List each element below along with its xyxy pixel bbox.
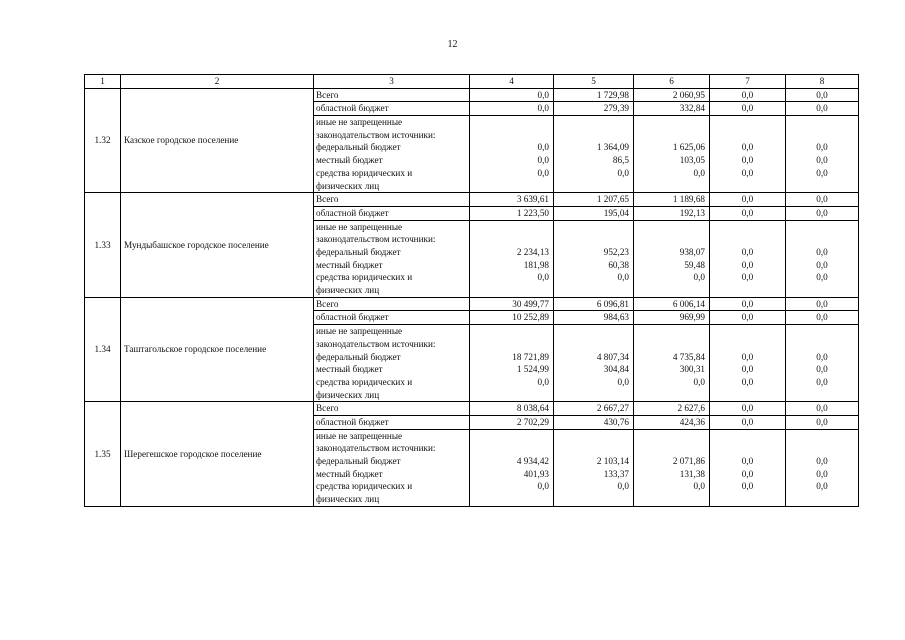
- value-line: 0,0: [816, 142, 828, 153]
- value-line: 0,0: [816, 167, 828, 178]
- value-cell: 0,0: [710, 416, 786, 430]
- value-line: [634, 233, 705, 246]
- value-line: 0,0: [741, 364, 754, 375]
- value-line: [470, 442, 549, 455]
- row-label-line: средства юридических и: [316, 167, 413, 178]
- value-cell: 0,0: [786, 416, 859, 430]
- value-line: 103,05: [679, 155, 705, 166]
- row-label-line: местный бюджет: [316, 364, 383, 375]
- value-line: [710, 325, 785, 338]
- value-line: [554, 325, 629, 338]
- value-line: 0,0: [741, 167, 754, 178]
- section-total-row: [85, 193, 859, 207]
- value-line: [786, 338, 858, 351]
- value-cell: 0,0: [786, 297, 859, 311]
- value-line: 0,0: [816, 481, 828, 492]
- value-line: [470, 430, 549, 443]
- value-line: 0,0: [816, 468, 828, 479]
- value-line: [634, 116, 705, 129]
- value-cell: 279,39: [554, 102, 634, 116]
- value-cell: 424,36: [634, 416, 710, 430]
- header-cell: 3: [314, 75, 470, 89]
- row-label: областной бюджет: [314, 311, 470, 325]
- value-line: 60,38: [608, 259, 629, 270]
- value-cell-block: [634, 325, 710, 402]
- value-line: 0,0: [816, 247, 828, 258]
- row-label-block: [314, 325, 470, 402]
- value-line: 2 234,13: [516, 247, 549, 258]
- row-label-line: иные не запрещенные: [316, 117, 403, 128]
- row-label-line: средства юридических и: [316, 376, 413, 387]
- value-line: [634, 442, 705, 455]
- value-cell: 1 189,68: [634, 193, 710, 207]
- value-line: [786, 180, 858, 193]
- value-line: [470, 493, 549, 506]
- row-label-block: [314, 429, 470, 506]
- value-cell: 332,84: [634, 102, 710, 116]
- value-cell-block: [470, 325, 554, 402]
- row-label-line: местный бюджет: [316, 468, 383, 479]
- section-code: 1.33: [85, 193, 121, 298]
- value-line: [786, 116, 858, 129]
- value-line: [786, 284, 858, 297]
- row-label-line: законодательством источники:: [316, 129, 436, 140]
- value-line: 0,0: [816, 259, 828, 270]
- value-line: [470, 221, 549, 234]
- value-line: [786, 221, 858, 234]
- row-label: Всего: [314, 88, 470, 102]
- header-cell: 2: [121, 75, 314, 89]
- value-line: 0,0: [741, 481, 754, 492]
- value-cell-block: [470, 429, 554, 506]
- value-line: [634, 129, 705, 142]
- row-label-line: федеральный бюджет: [316, 351, 401, 362]
- row-label-line: иные не запрещенные: [316, 326, 403, 337]
- section-name: Таштагольское городское поселение: [121, 297, 314, 402]
- value-line: [554, 180, 629, 193]
- value-cell-block: [634, 116, 710, 193]
- value-cell: 1 729,98: [554, 88, 634, 102]
- section-total-row: [85, 297, 859, 311]
- value-line: [470, 180, 549, 193]
- value-line: 0,0: [816, 376, 828, 387]
- value-line: [554, 338, 629, 351]
- value-cell: 0,0: [710, 297, 786, 311]
- value-line: [554, 284, 629, 297]
- value-cell: 0,0: [786, 193, 859, 207]
- value-cell: 0,0: [786, 311, 859, 325]
- value-cell: 0,0: [470, 88, 554, 102]
- value-cell: 10 252,89: [470, 311, 554, 325]
- value-cell-block: [710, 429, 786, 506]
- row-label-line: законодательством источники:: [316, 338, 436, 349]
- row-label: областной бюджет: [314, 416, 470, 430]
- value-line: [634, 493, 705, 506]
- section-name: Казское городское поселение: [121, 88, 314, 193]
- value-line: 0,0: [741, 351, 754, 362]
- value-line: [710, 338, 785, 351]
- value-line: [554, 493, 629, 506]
- value-line: 181,98: [523, 259, 549, 270]
- value-cell-block: [554, 116, 634, 193]
- value-line: [554, 116, 629, 129]
- value-cell-block: [786, 116, 859, 193]
- value-cell: 0,0: [470, 102, 554, 116]
- value-cell: 0,0: [786, 402, 859, 416]
- value-line: 0,0: [693, 167, 705, 178]
- section-name: Мундыбашское городское поселение: [121, 193, 314, 298]
- value-line: [470, 233, 549, 246]
- value-line: 0,0: [617, 376, 629, 387]
- value-line: [634, 221, 705, 234]
- header-cell: 8: [786, 75, 859, 89]
- header-cell: 5: [554, 75, 634, 89]
- value-line: 0,0: [816, 456, 828, 467]
- value-cell: 0,0: [710, 206, 786, 220]
- value-line: 0,0: [741, 247, 754, 258]
- value-line: 0,0: [537, 167, 549, 178]
- value-line: 0,0: [741, 456, 754, 467]
- value-line: 938,07: [679, 247, 705, 258]
- row-label-line: федеральный бюджет: [316, 456, 401, 467]
- value-line: 1 625,06: [672, 142, 705, 153]
- value-line: 1 364,09: [596, 142, 629, 153]
- value-line: 300,31: [679, 364, 705, 375]
- value-line: 0,0: [617, 481, 629, 492]
- row-label-line: иные не запрещенные: [316, 221, 403, 232]
- row-label-line: физических лиц: [316, 494, 380, 505]
- header-row: [85, 75, 859, 89]
- value-line: [786, 442, 858, 455]
- value-cell: 195,04: [554, 206, 634, 220]
- value-line: 0,0: [537, 272, 549, 283]
- row-label-line: законодательством источники:: [316, 443, 436, 454]
- value-line: [470, 389, 549, 402]
- row-label: областной бюджет: [314, 102, 470, 116]
- value-line: [554, 430, 629, 443]
- value-line: [786, 233, 858, 246]
- value-line: 4 934,42: [516, 456, 549, 467]
- value-cell: 0,0: [786, 206, 859, 220]
- section-name: Шерегешское городское поселение: [121, 402, 314, 507]
- section-code: 1.32: [85, 88, 121, 193]
- value-line: 0,0: [693, 481, 705, 492]
- value-cell: 0,0: [710, 311, 786, 325]
- value-cell: 984,63: [554, 311, 634, 325]
- value-line: 952,23: [603, 247, 629, 258]
- value-line: 0,0: [693, 272, 705, 283]
- section-total-row: [85, 402, 859, 416]
- row-label-line: средства юридических и: [316, 481, 413, 492]
- value-cell: 0,0: [710, 88, 786, 102]
- value-cell-block: [470, 116, 554, 193]
- value-line: 0,0: [537, 376, 549, 387]
- value-line: [786, 430, 858, 443]
- row-label: Всего: [314, 297, 470, 311]
- value-line: [786, 389, 858, 402]
- value-line: 18 721,89: [512, 351, 549, 362]
- value-line: [470, 325, 549, 338]
- value-cell: 1 223,50: [470, 206, 554, 220]
- value-cell: 0,0: [710, 102, 786, 116]
- value-line: [470, 116, 549, 129]
- value-line: 0,0: [537, 155, 549, 166]
- row-label-line: федеральный бюджет: [316, 142, 401, 153]
- row-label-line: физических лиц: [316, 285, 380, 296]
- value-line: [710, 116, 785, 129]
- value-cell-block: [786, 325, 859, 402]
- value-cell-block: [554, 220, 634, 297]
- value-line: 0,0: [741, 468, 754, 479]
- value-line: 131,38: [679, 468, 705, 479]
- value-line: 1 524,99: [516, 364, 549, 375]
- value-line: [786, 325, 858, 338]
- row-label-block: [314, 116, 470, 193]
- value-cell: 30 499,77: [470, 297, 554, 311]
- value-cell-block: [470, 220, 554, 297]
- header-cell: 1: [85, 75, 121, 89]
- value-cell: 0,0: [786, 102, 859, 116]
- page-number: 12: [447, 39, 458, 50]
- header-cell: 6: [634, 75, 710, 89]
- value-line: [634, 180, 705, 193]
- value-line: [554, 129, 629, 142]
- value-line: [710, 233, 785, 246]
- value-cell: 0,0: [710, 193, 786, 207]
- value-line: [554, 389, 629, 402]
- value-line: [786, 129, 858, 142]
- value-line: 0,0: [741, 272, 754, 283]
- value-line: 0,0: [816, 364, 828, 375]
- value-line: [786, 493, 858, 506]
- value-line: [710, 442, 785, 455]
- row-label-line: физических лиц: [316, 389, 380, 400]
- value-line: [710, 284, 785, 297]
- value-line: 401,93: [523, 468, 549, 479]
- value-line: [710, 129, 785, 142]
- value-cell-block: [786, 220, 859, 297]
- value-line: 2 103,14: [596, 456, 629, 467]
- row-label-line: физических лиц: [316, 180, 380, 191]
- value-line: [554, 442, 629, 455]
- value-cell: 2 667,27: [554, 402, 634, 416]
- value-cell-block: [634, 220, 710, 297]
- value-line: [470, 338, 549, 351]
- value-line: 0,0: [693, 376, 705, 387]
- value-line: 304,84: [603, 364, 629, 375]
- value-cell-block: [786, 429, 859, 506]
- value-line: 0,0: [741, 142, 754, 153]
- value-cell-block: [554, 325, 634, 402]
- value-line: [554, 233, 629, 246]
- value-line: [710, 180, 785, 193]
- value-cell-block: [710, 325, 786, 402]
- row-label-block: [314, 220, 470, 297]
- value-line: 0,0: [537, 142, 549, 153]
- value-line: [634, 284, 705, 297]
- row-label-line: законодательством источники:: [316, 234, 436, 245]
- value-line: 0,0: [617, 272, 629, 283]
- value-line: [710, 221, 785, 234]
- value-line: 0,0: [741, 376, 754, 387]
- value-cell-block: [710, 116, 786, 193]
- value-line: [470, 129, 549, 142]
- value-line: 0,0: [741, 155, 754, 166]
- value-line: 133,37: [603, 468, 629, 479]
- value-line: 0,0: [537, 481, 549, 492]
- value-line: 0,0: [816, 351, 828, 362]
- value-line: [710, 389, 785, 402]
- value-cell: 2 702,29: [470, 416, 554, 430]
- value-line: [634, 389, 705, 402]
- value-line: 86,5: [612, 155, 629, 166]
- value-cell: 2 627,6: [634, 402, 710, 416]
- section-code: 1.35: [85, 402, 121, 507]
- header-cell: 7: [710, 75, 786, 89]
- value-line: [554, 221, 629, 234]
- row-label-line: местный бюджет: [316, 259, 383, 270]
- value-line: 0,0: [741, 259, 754, 270]
- value-cell: 192,13: [634, 206, 710, 220]
- value-cell-block: [554, 429, 634, 506]
- section-code: 1.34: [85, 297, 121, 402]
- row-label: Всего: [314, 193, 470, 207]
- value-line: [710, 430, 785, 443]
- value-line: 0,0: [816, 155, 828, 166]
- row-label: областной бюджет: [314, 206, 470, 220]
- value-cell: 0,0: [786, 88, 859, 102]
- value-line: 0,0: [617, 167, 629, 178]
- value-cell-block: [710, 220, 786, 297]
- value-line: [634, 325, 705, 338]
- value-line: 0,0: [816, 272, 828, 283]
- section-total-row: [85, 88, 859, 102]
- value-cell: 6 096,81: [554, 297, 634, 311]
- value-cell: 3 639,61: [470, 193, 554, 207]
- value-line: [470, 284, 549, 297]
- value-line: 4 807,34: [596, 351, 629, 362]
- value-cell: 8 038,64: [470, 402, 554, 416]
- value-cell-block: [634, 429, 710, 506]
- value-line: [634, 430, 705, 443]
- row-label-line: иные не запрещенные: [316, 430, 403, 441]
- value-line: 2 071,86: [672, 456, 705, 467]
- value-line: [634, 338, 705, 351]
- value-cell: 1 207,65: [554, 193, 634, 207]
- value-cell: 430,76: [554, 416, 634, 430]
- value-cell: 969,99: [634, 311, 710, 325]
- value-cell: 0,0: [710, 402, 786, 416]
- value-line: 59,48: [684, 259, 705, 270]
- value-line: [710, 493, 785, 506]
- value-cell: 6 006,14: [634, 297, 710, 311]
- row-label-line: местный бюджет: [316, 155, 383, 166]
- value-line: 4 735,84: [672, 351, 705, 362]
- value-cell: 2 060,95: [634, 88, 710, 102]
- row-label: Всего: [314, 402, 470, 416]
- budget-table: [84, 74, 859, 507]
- row-label-line: средства юридических и: [316, 272, 413, 283]
- row-label-line: федеральный бюджет: [316, 247, 401, 258]
- header-cell: 4: [470, 75, 554, 89]
